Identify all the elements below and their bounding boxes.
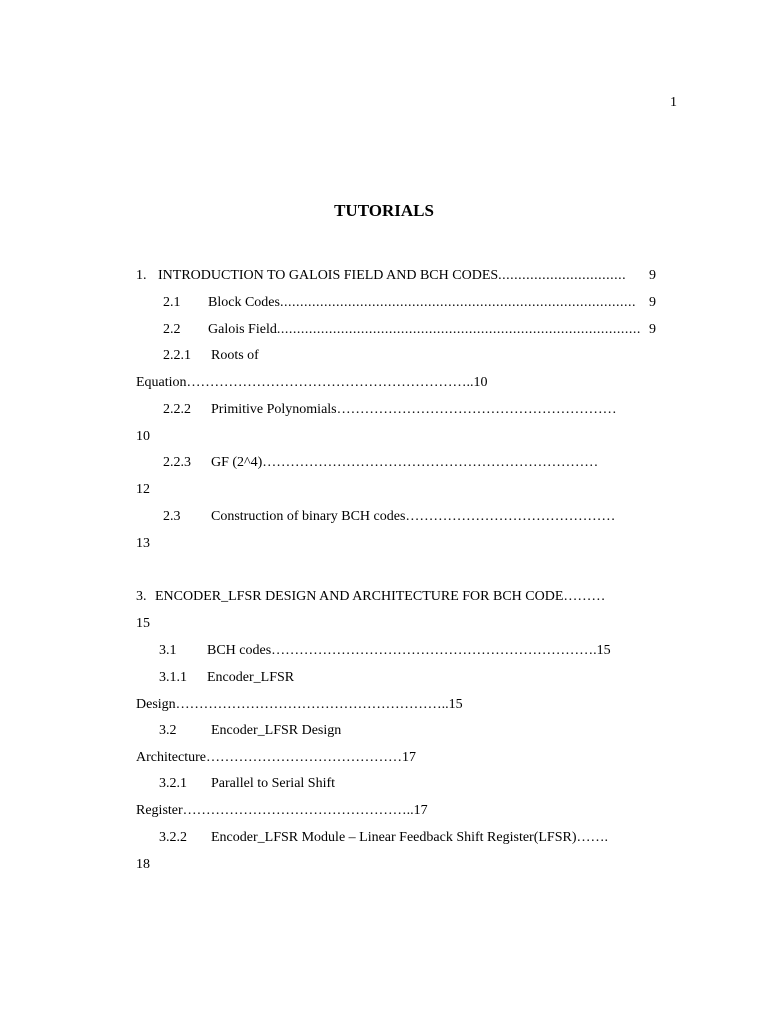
toc-entry-title: Encoder_LFSR Module – Linear Feedback Shift Register(LFSR) [211,830,577,845]
toc-entry-3-2-continuation[interactable] [136,751,416,765]
toc-leader: ................................ [498,269,627,283]
toc-leader: ……. [576,830,608,845]
toc-leader: ……………………………………………………………… [262,455,599,470]
toc-page-number: 9 [649,269,656,283]
toc-entry-title-continuation: Register [136,803,183,818]
toc-page-number: 12 [136,482,150,497]
toc-page-number: 17 [413,803,428,818]
toc-leader: …………………………………………………… [336,402,617,417]
toc-entry-2-1[interactable] [163,296,656,310]
toc-leader: ………………………………………………….. [175,697,449,712]
toc-entry-number: 3.1 [159,643,177,658]
toc-page-number: 9 [649,296,656,310]
toc-entry-title: ENCODER_LFSR DESIGN AND ARCHITECTURE FOR BCH CODE [155,589,564,604]
toc-entry-number: 2.2.2 [163,402,191,417]
toc-entry-title-continuation: Architecture [136,750,206,765]
toc-leader: ……………………………………… [405,509,616,524]
toc-leader: ........................................................................................... [276,323,641,337]
toc-entry-number: 3.1.1 [159,670,187,685]
toc-entry-title: GF (2^4) [211,455,263,470]
toc-entry-2-2-1-continuation[interactable] [136,376,488,390]
toc-entry-2-2[interactable] [163,323,656,337]
toc-leader: ……………………………………………………………. [271,643,597,658]
toc-entry-number: 3.2.1 [159,776,187,791]
toc-entry-number: 2.1 [163,296,181,310]
toc-entry-2-2-2[interactable] [163,403,617,417]
toc-entry-1[interactable] [136,269,656,283]
toc-entry-3-1-1-continuation[interactable] [136,698,463,712]
toc-entry-3[interactable] [136,590,605,604]
toc-page-number: 9 [649,323,656,337]
toc-entry-title: Encoder_LFSR Design [211,723,342,738]
toc-entry-number: 3.2 [159,723,177,738]
toc-entry-number: 2.3 [163,509,181,524]
toc-entry-3-2-1[interactable] [159,777,335,791]
toc-entry-number: 2.2.1 [163,348,191,363]
toc-entry-3-1[interactable] [159,644,611,658]
toc-leader: …………………………………………………….. [186,375,474,390]
toc-entry-2-2-3[interactable] [163,456,598,470]
toc-leader: …………………………………… [205,750,402,765]
toc-page-number: 18 [136,857,150,872]
toc-leader: ……… [563,589,606,604]
toc-entry-3-2[interactable] [159,724,341,738]
toc-entry-title: INTRODUCTION TO GALOIS FIELD AND BCH CODES [158,269,499,283]
toc-entry-3-2-2[interactable] [159,831,608,845]
toc-entry-number: 2.2 [163,323,181,337]
toc-page-number: 10 [473,375,488,390]
toc-page-number: 13 [136,536,150,551]
toc-entry-title: Roots of [211,348,259,363]
toc-page-number: 10 [136,429,150,444]
toc-entry-title-continuation: Equation [136,375,187,390]
toc-page-number: 15 [596,643,611,658]
toc-entry-number: 2.2.3 [163,455,191,470]
toc-entry-3-2-1-continuation[interactable] [136,804,428,818]
toc-entry-number: 1. [136,269,147,283]
toc-entry-2-2-1[interactable] [163,349,259,363]
toc-page-number: 15 [136,616,150,631]
toc-entry-title: Construction of binary BCH codes [211,509,406,524]
toc-entry-title-continuation: Design [136,697,176,712]
toc-leader: ......................................................................................... [279,296,636,310]
toc-entry-title: Primitive Polynomials [211,402,337,417]
toc-entry-title: Parallel to Serial Shift [211,776,336,791]
page-title: TUTORIALS [334,201,434,220]
toc-entry-title: BCH codes [207,643,272,658]
toc-entry-title: Block Codes [208,296,280,310]
toc-entry-title: Encoder_LFSR [207,670,295,685]
toc-page-number: 15 [448,697,463,712]
toc-entry-title: Galois Field [208,323,277,337]
toc-entry-3-1-1[interactable] [159,671,294,685]
toc-entry-number: 3.2.2 [159,830,187,845]
toc-entry-number: 3. [136,589,147,604]
toc-leader: ………………………………………….. [182,803,414,818]
toc-page-number: 17 [401,750,416,765]
page-number: 1 [670,95,677,110]
toc-entry-2-3[interactable] [163,510,615,524]
